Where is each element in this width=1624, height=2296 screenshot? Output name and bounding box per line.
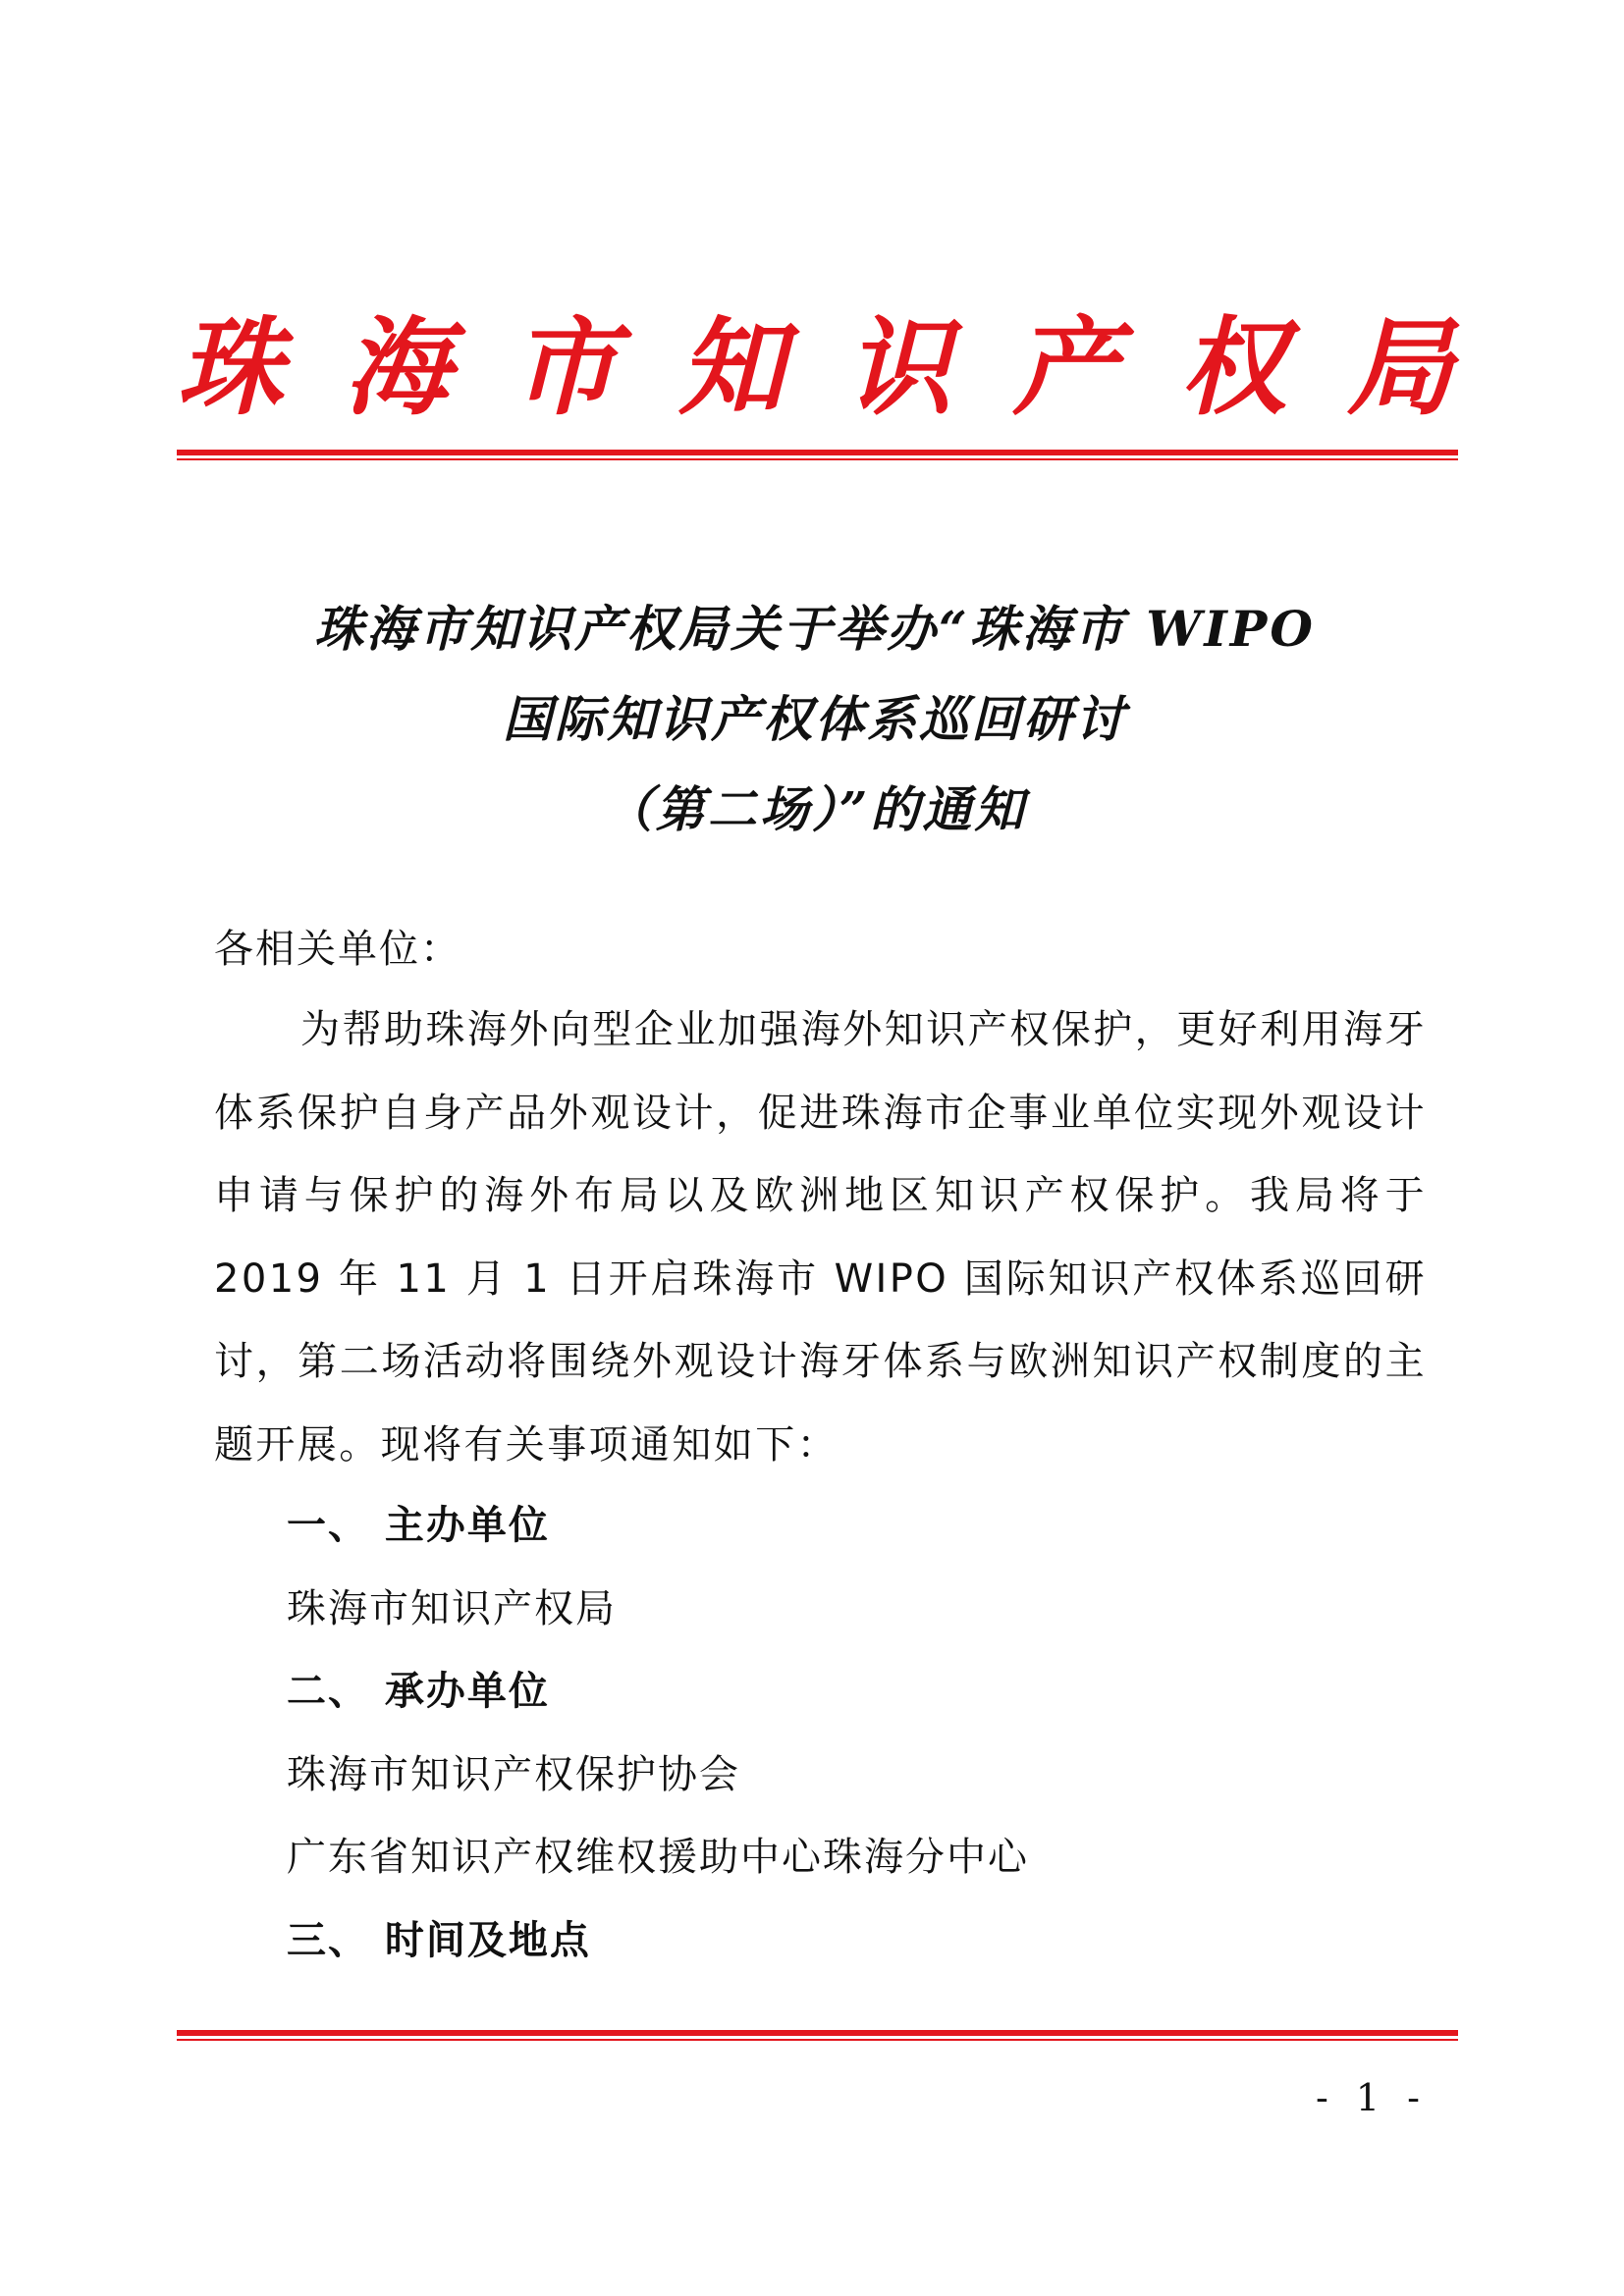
footer-divider bbox=[177, 2030, 1458, 2041]
document-title bbox=[177, 584, 1453, 855]
masthead-divider bbox=[177, 450, 1458, 460]
masthead-char: 珠 bbox=[177, 305, 284, 430]
host-name-1: 珠海市知识产权保护协会 bbox=[287, 1751, 740, 1797]
section-heading-organizer: 一、 主办单位 bbox=[287, 1503, 550, 1548]
salutation: 各相关单位： bbox=[214, 927, 461, 972]
masthead-char: 产 bbox=[1012, 305, 1119, 430]
masthead-char: 海 bbox=[344, 305, 451, 430]
section-heading-time-place: 三、 时间及地点 bbox=[287, 1917, 591, 1963]
masthead-char: 局 bbox=[1346, 305, 1453, 430]
masthead-char: 识 bbox=[845, 305, 952, 430]
host-name-2: 广东省知识产权维权援助中心珠海分中心 bbox=[287, 1835, 1029, 1880]
title-line-3: （第二场）”的通知 bbox=[603, 780, 1027, 838]
section-heading-host: 二、 承办单位 bbox=[287, 1669, 550, 1714]
masthead-char: 权 bbox=[1179, 305, 1286, 430]
title-line-2: 国际知识产权体系巡回研讨 bbox=[503, 690, 1127, 748]
title-line-1: 珠海市知识产权局关于举办“珠海市 WIPO bbox=[314, 600, 1316, 658]
issuing-authority-masthead bbox=[177, 285, 1453, 432]
page-number: - 1 - bbox=[1316, 2076, 1429, 2119]
organizer-name: 珠海市知识产权局 bbox=[287, 1585, 617, 1631]
masthead-char: 市 bbox=[511, 305, 618, 430]
masthead-char: 知 bbox=[677, 305, 785, 430]
intro-paragraph: 为帮助珠海外向型企业加强海外知识产权保护，更好利用海牙体系保护自身产品外观设计，促进珠海市企事业单位实现外观设计申请与保护的海外布局以及欧洲地区知识产权保护。我局将于 2019 年 11 月 1 日开启珠海市 WIPO 国际知识产权体系巡回研讨，第二场活动将围绕外观设计海牙体系与欧洲知识产权制度的主题开展。现将有关事项通知如下： bbox=[214, 1007, 1427, 1468]
